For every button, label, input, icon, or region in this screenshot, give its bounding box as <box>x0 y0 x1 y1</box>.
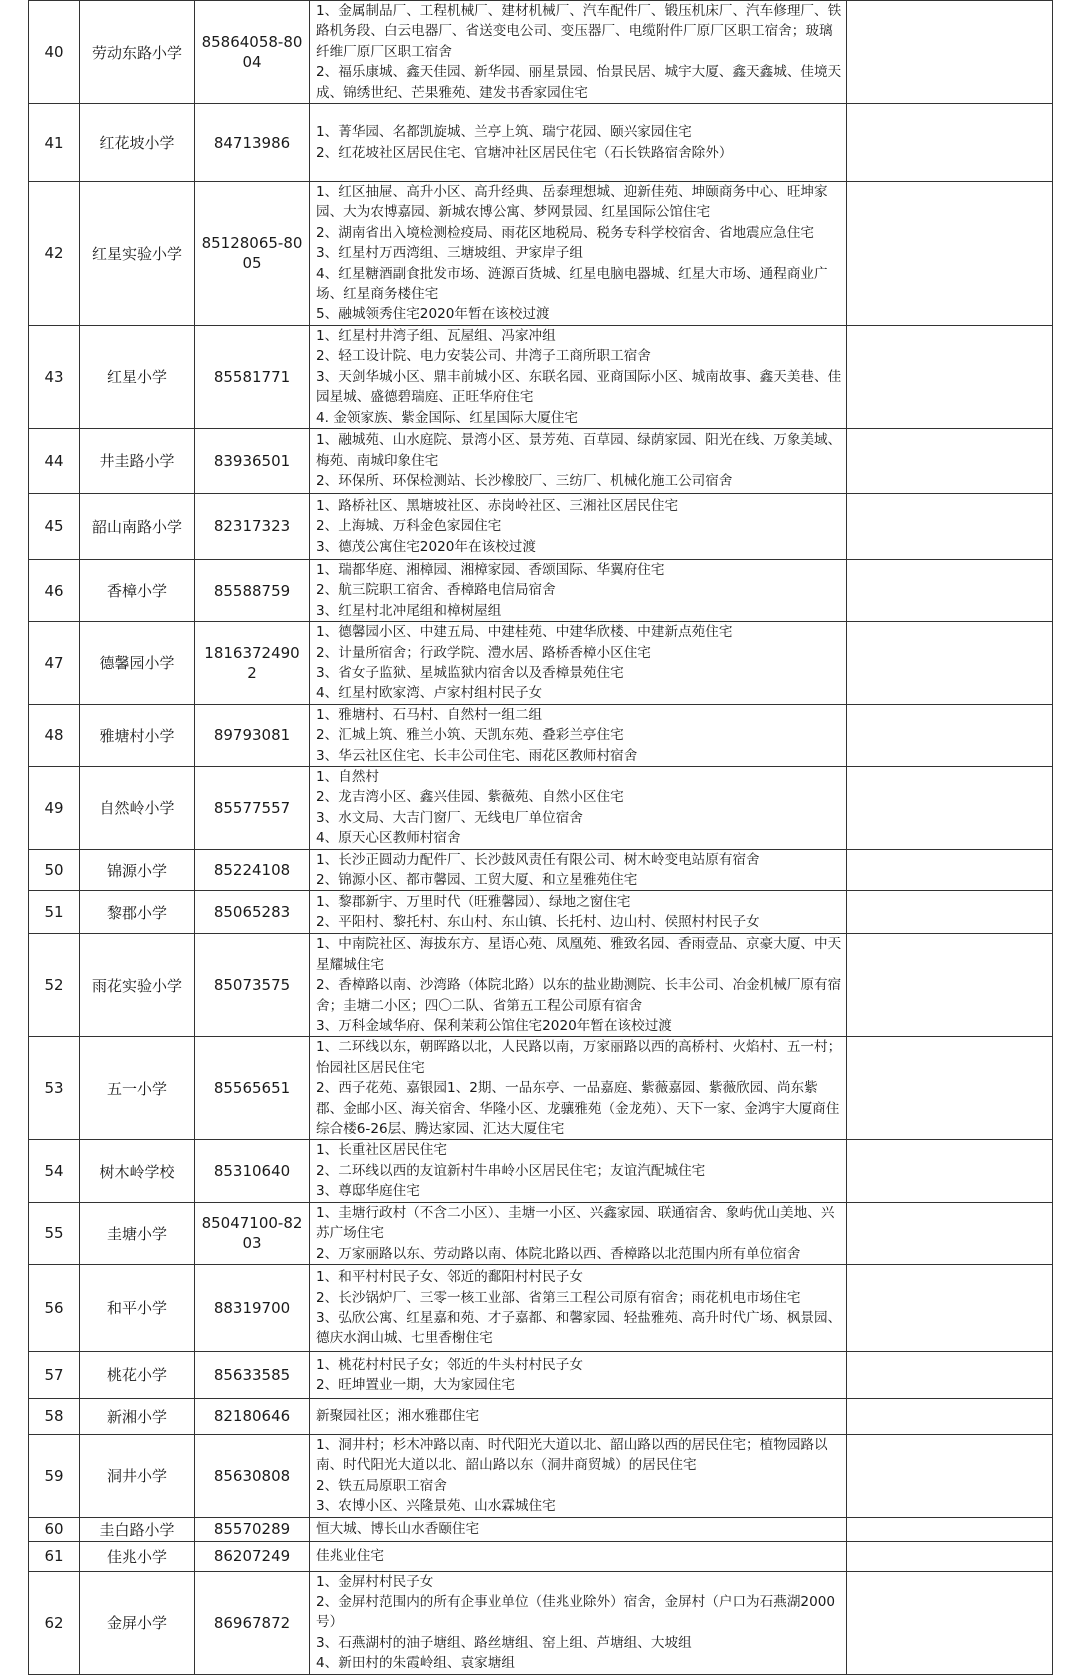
area-line: 2、汇城上筑、雅兰小筑、天凯东苑、叠彩兰亭住宅 <box>316 727 624 744</box>
row-number: 58 <box>29 1398 80 1434</box>
remark-cell <box>847 182 1053 326</box>
table-row <box>29 622 1053 705</box>
phone-number: 85065283 <box>195 891 310 934</box>
row-number: 61 <box>29 1541 80 1571</box>
row-number: 49 <box>29 766 80 849</box>
area-line: 3、石燕湖村的油子塘组、路丝塘组、窑上组、芦塘组、大坡组 <box>316 1634 692 1651</box>
school-name: 劳动东路小学 <box>80 1 195 104</box>
phone-number: 18163724902 <box>195 622 310 705</box>
area-line: 2、长沙锅炉厂、三零一核工业部、省第三工程公司原有宿舍；雨花机电市场住宅 <box>316 1289 801 1306</box>
area-line: 1、路桥社区、黑塘坡社区、赤岗岭社区、三湘社区居民住宅 <box>316 497 679 514</box>
enrollment-area <box>310 182 847 326</box>
row-number: 56 <box>29 1264 80 1351</box>
school-name: 自然岭小学 <box>80 766 195 849</box>
phone-number: 85047100-8203 <box>195 1202 310 1264</box>
remark-cell <box>847 891 1053 934</box>
phone-number: 82180646 <box>195 1398 310 1434</box>
row-number: 62 <box>29 1571 80 1674</box>
area-line: 1、金屏村村民子女 <box>316 1573 434 1590</box>
table-row <box>29 1 1053 104</box>
phone-number: 85630808 <box>195 1434 310 1517</box>
row-number: 54 <box>29 1140 80 1202</box>
area-line: 2、上海城、万科金色家园住宅 <box>316 518 502 535</box>
remark-cell <box>847 325 1053 428</box>
remark-cell <box>847 704 1053 766</box>
table-row <box>29 325 1053 428</box>
area-line: 1、瑞都华庭、湘樟园、湘樟家园、香颂国际、华翼府住宅 <box>316 561 665 578</box>
enrollment-area <box>310 104 847 182</box>
row-number: 55 <box>29 1202 80 1264</box>
school-name: 五一小学 <box>80 1037 195 1140</box>
table-row <box>29 428 1053 493</box>
remark-cell <box>847 1140 1053 1202</box>
area-line: 3、天剑华城小区、鼎丰前城小区、东联名园、亚商国际小区、城南故事、鑫天美巷、佳园星城、盛德碧瑞庭、正旺华府住宅 <box>316 368 842 406</box>
area-line: 2、龙吉湾小区、鑫兴佳园、紫薇苑、自然小区住宅 <box>316 789 624 806</box>
area-line: 2、金屏村范围内的所有企事业单位（佳兆业除外）宿舍，金屏村（户口为石燕湖2000号） <box>316 1593 836 1631</box>
school-name: 黎郡小学 <box>80 891 195 934</box>
area-line: 2、锦源小区、都市馨园、工贸大厦、和立星雅苑住宅 <box>316 872 638 888</box>
phone-number: 86207249 <box>195 1541 310 1571</box>
table-row <box>29 493 1053 559</box>
row-number: 52 <box>29 934 80 1037</box>
area-line: 2、旺坤置业一期，大为家园住宅 <box>316 1376 515 1393</box>
area-line: 1、洞井村；杉木冲路以南、时代阳光大道以北、韶山路以西的居民住宅；植物园路以南、时代阳光大道以北、韶山路以东（洞井商贸城）的居民住宅 <box>316 1436 828 1474</box>
table-row <box>29 1037 1053 1140</box>
area-line: 2、二环线以西的友谊新村牛串岭小区居民住宅；友谊汽配城住宅 <box>316 1162 706 1179</box>
school-name: 井圭路小学 <box>80 428 195 493</box>
remark-cell <box>847 1 1053 104</box>
enrollment-area <box>310 1140 847 1202</box>
area-line: 3、红星村万西湾组、三塘坡组、尹家岸子组 <box>316 245 583 262</box>
area-line: 3、尊邸华庭住宅 <box>316 1183 420 1200</box>
enrollment-area <box>310 493 847 559</box>
school-name: 圭塘小学 <box>80 1202 195 1264</box>
area-line: 1、金属制品厂、工程机械厂、建材机械厂、汽车配件厂、锻压机床厂、汽车修理厂、铁路机务段、白云电器厂、省送变电公司、变压器厂、电缆附件厂原厂区职工宿舍；玻璃纤维厂原厂区职工宿舍 <box>316 3 842 60</box>
area-line: 3、红星村北冲尾组和樟树屋组 <box>316 602 502 619</box>
school-name: 红星实验小学 <box>80 182 195 326</box>
area-line: 2、福乐康城、鑫天佳园、新华园、丽星景园、怡景民居、城宇大厦、鑫天鑫城、佳境天成、锦绣世纪、芒果雅苑、建发书香家园住宅 <box>316 64 842 101</box>
table-row <box>29 559 1053 621</box>
table-row <box>29 1517 1053 1541</box>
school-name: 新湘小学 <box>80 1398 195 1434</box>
area-line: 4、原天心区教师村宿舍 <box>316 830 461 847</box>
table-row <box>29 849 1053 891</box>
area-line: 4、红星糖酒副食批发市场、涟源百货城、红星电脑电器城、红星大市场、通程商业广场、红星商务楼住宅 <box>316 265 828 303</box>
phone-number: 86967872 <box>195 1571 310 1674</box>
row-number: 43 <box>29 325 80 428</box>
school-name: 圭白路小学 <box>80 1517 195 1541</box>
area-line: 1、黎郡新宇、万里时代（旺雅馨园）、绿地之窗住宅 <box>316 894 631 910</box>
school-name: 雨花实验小学 <box>80 934 195 1037</box>
school-name: 树木岭学校 <box>80 1140 195 1202</box>
phone-number: 85310640 <box>195 1140 310 1202</box>
remark-cell <box>847 934 1053 1037</box>
table-row <box>29 104 1053 182</box>
phone-number: 85581771 <box>195 325 310 428</box>
area-line: 3、水文局、大吉门窗厂、无线电厂单位宿舍 <box>316 809 583 826</box>
enrollment-area <box>310 559 847 621</box>
area-line: 1、圭塘行政村（不含二小区）、圭塘一小区、兴鑫家园、联通宿舍、象屿优山美地、兴苏广场住宅 <box>316 1204 835 1242</box>
table-row <box>29 1398 1053 1434</box>
row-number: 53 <box>29 1037 80 1140</box>
enrollment-area <box>310 766 847 849</box>
remark-cell <box>847 1202 1053 1264</box>
row-number: 50 <box>29 849 80 891</box>
area-line: 2、计量所宿舍；行政学院、澧水居、路桥香樟小区住宅 <box>316 644 651 661</box>
phone-number: 84713986 <box>195 104 310 182</box>
enrollment-area <box>310 1398 847 1434</box>
enrollment-area <box>310 934 847 1037</box>
row-number: 57 <box>29 1351 80 1398</box>
school-name: 雅塘村小学 <box>80 704 195 766</box>
table-row <box>29 1140 1053 1202</box>
row-number: 42 <box>29 182 80 326</box>
table-row <box>29 891 1053 934</box>
phone-number: 85570289 <box>195 1517 310 1541</box>
phone-number: 88319700 <box>195 1264 310 1351</box>
area-line: 2、万家丽路以东、劳动路以南、体院北路以西、香樟路以北范围内所有单位宿舍 <box>316 1245 801 1262</box>
area-line: 恒大城、博长山水香颐住宅 <box>316 1520 480 1537</box>
phone-number: 85588759 <box>195 559 310 621</box>
area-line: 3、弘欣公寓、红星嘉和苑、才子嘉都、和馨家园、轻盐雅苑、高升时代广场、枫景园、德庆水润山城、七里香榭住宅 <box>316 1309 842 1347</box>
area-line: 5、融城领秀住宅2020年暂在该校过渡 <box>316 306 550 323</box>
row-number: 51 <box>29 891 80 934</box>
phone-number: 89793081 <box>195 704 310 766</box>
school-name: 德馨园小学 <box>80 622 195 705</box>
phone-number: 82317323 <box>195 493 310 559</box>
table-row <box>29 704 1053 766</box>
enrollment-area <box>310 428 847 493</box>
area-line: 1、二环线以东，朝晖路以北，人民路以南，万家丽路以西的高桥村、火焰村、五一村；怡园社区居民住宅 <box>316 1039 842 1076</box>
enrollment-area <box>310 1434 847 1517</box>
row-number: 40 <box>29 1 80 104</box>
area-line: 1、中南院社区、海拔东方、星语心苑、凤凰苑、雅致名园、香雨壹品、京豪大厦、中天星耀城住宅 <box>316 936 842 973</box>
enrollment-area <box>310 1571 847 1674</box>
area-line: 4. 金领家族、紫金国际、红星国际大厦住宅 <box>316 409 578 426</box>
area-line: 1、自然村 <box>316 768 380 785</box>
area-line: 4、新田村的朱霞岭组、袁家塘组 <box>316 1655 515 1672</box>
school-name: 红星小学 <box>80 325 195 428</box>
enrollment-area <box>310 325 847 428</box>
table-row <box>29 1541 1053 1571</box>
remark-cell <box>847 1351 1053 1398</box>
phone-number: 85224108 <box>195 849 310 891</box>
area-line: 2、红花坡社区居民住宅、官塘冲社区居民住宅（石长铁路宿舍除外） <box>316 144 733 161</box>
row-number: 60 <box>29 1517 80 1541</box>
enrollment-area <box>310 1541 847 1571</box>
area-line: 1、长沙正圆动力配件厂、长沙鼓风责任有限公司、树木岭变电站原有宿舍 <box>316 851 760 868</box>
remark-cell <box>847 766 1053 849</box>
area-line: 3、万科金域华府、保利茉莉公馆住宅2020年暂在该校过渡 <box>316 1018 672 1035</box>
enrollment-area <box>310 1037 847 1140</box>
area-line: 1、红区抽屉、高升小区、高升经典、岳泰理想城、迎新佳苑、坤颐商务中心、旺坤家园、大为农博嘉园、新城农博公寓、梦网景园、红星国际公馆住宅 <box>316 184 828 221</box>
school-district-table <box>28 0 1053 1675</box>
table-row <box>29 1571 1053 1674</box>
area-line: 1、雅塘村、石马村、自然村一组二组 <box>316 706 543 723</box>
phone-number: 83936501 <box>195 428 310 493</box>
row-number: 41 <box>29 104 80 182</box>
enrollment-area <box>310 849 847 891</box>
remark-cell <box>847 104 1053 182</box>
row-number: 44 <box>29 428 80 493</box>
row-number: 48 <box>29 704 80 766</box>
enrollment-area <box>310 1264 847 1351</box>
area-line: 2、西子花苑、嘉银园1、2期、一品东亭、一品嘉庭、紫薇嘉园、紫薇欣园、尚东紫郡、金邮小区、海关宿舍、华隆小区、龙骧雅苑（金龙苑）、天下一家、金鸿宇大厦商住综合楼6-26层、腾达家园、汇达大厦住宅 <box>316 1080 840 1138</box>
phone-number: 85565651 <box>195 1037 310 1140</box>
school-name: 金屏小学 <box>80 1571 195 1674</box>
school-name: 桃花小学 <box>80 1351 195 1398</box>
enrollment-area <box>310 704 847 766</box>
area-line: 佳兆业住宅 <box>316 1547 384 1564</box>
school-name: 佳兆小学 <box>80 1541 195 1571</box>
school-name: 红花坡小学 <box>80 104 195 182</box>
table-row <box>29 934 1053 1037</box>
school-name: 香樟小学 <box>80 559 195 621</box>
area-line: 1、长重社区居民住宅 <box>316 1142 447 1159</box>
table-body <box>29 1 1053 1675</box>
enrollment-area <box>310 1202 847 1264</box>
remark-cell <box>847 493 1053 559</box>
area-line: 4、红星村欧家湾、卢家村组村民子女 <box>316 685 543 702</box>
row-number: 47 <box>29 622 80 705</box>
row-number: 45 <box>29 493 80 559</box>
area-line: 1、桃花村村民子女；邻近的牛头村村民子女 <box>316 1356 583 1373</box>
row-number: 46 <box>29 559 80 621</box>
remark-cell <box>847 1571 1053 1674</box>
school-name: 洞井小学 <box>80 1434 195 1517</box>
table-row <box>29 1351 1053 1398</box>
area-line: 3、农博小区、兴隆景苑、山水霖城住宅 <box>316 1498 556 1515</box>
area-line: 2、香樟路以南、沙湾路（体院北路）以东的盐业勘测院、长丰公司、冶金机械厂原有宿舍；圭塘二小区；四〇二队、省第五工程公司原有宿舍 <box>316 977 842 1014</box>
remark-cell <box>847 1517 1053 1541</box>
area-line: 1、融城苑、山水庭院、景湾小区、景芳苑、百草园、绿荫家园、阳光在线、万象美域、梅苑、南城印象住宅 <box>316 432 842 469</box>
phone-number: 85073575 <box>195 934 310 1037</box>
area-line: 1、红星村井湾子组、瓦屋组、冯家冲组 <box>316 327 556 344</box>
school-name: 和平小学 <box>80 1264 195 1351</box>
area-line: 3、德茂公寓住宅2020年在该校过渡 <box>316 538 536 555</box>
remark-cell <box>847 559 1053 621</box>
remark-cell <box>847 1541 1053 1571</box>
remark-cell <box>847 622 1053 705</box>
table-row <box>29 1434 1053 1517</box>
remark-cell <box>847 1037 1053 1140</box>
table-row <box>29 1264 1053 1351</box>
area-line: 2、轻工设计院、电力安装公司、井湾子工商所职工宿舍 <box>316 348 651 365</box>
area-line: 1、德馨园小区、中建五局、中建桂苑、中建华欣楼、中建新点苑住宅 <box>316 624 733 641</box>
enrollment-area <box>310 622 847 705</box>
enrollment-area <box>310 1 847 104</box>
remark-cell <box>847 849 1053 891</box>
area-line: 2、环保所、环保检测站、长沙橡胶厂、三纺厂、机械化施工公司宿舍 <box>316 473 733 490</box>
area-line: 3、华云社区住宅、长丰公司住宅、雨花区教师村宿舍 <box>316 747 638 764</box>
area-line: 2、航三院职工宿舍、香樟路电信局宿舍 <box>316 582 556 599</box>
table-row <box>29 766 1053 849</box>
phone-number: 85864058-8004 <box>195 1 310 104</box>
area-line: 3、省女子监狱、星城监狱内宿舍以及香樟景苑住宅 <box>316 664 624 681</box>
area-line: 1、和平村村民子女、邻近的鄱阳村村民子女 <box>316 1269 583 1286</box>
phone-number: 85128065-8005 <box>195 182 310 326</box>
remark-cell <box>847 1434 1053 1517</box>
remark-cell <box>847 1264 1053 1351</box>
row-number: 59 <box>29 1434 80 1517</box>
school-name: 锦源小学 <box>80 849 195 891</box>
area-line: 1、菁华园、名都凯旋城、兰亭上筑、瑞宁花园、颐兴家园住宅 <box>316 124 692 141</box>
area-line: 2、平阳村、黎托村、东山村、东山镇、长托村、边山村、侯照村村民子女 <box>316 914 760 931</box>
school-name: 韶山南路小学 <box>80 493 195 559</box>
enrollment-area <box>310 891 847 934</box>
area-line: 2、湖南省出入境检测检疫局、雨花区地税局、税务专科学校宿舍、省地震应急住宅 <box>316 224 815 241</box>
table-row <box>29 182 1053 326</box>
area-line: 2、铁五局原职工宿舍 <box>316 1477 447 1494</box>
area-line: 新聚园社区；湘水雅郡住宅 <box>316 1408 480 1425</box>
remark-cell <box>847 428 1053 493</box>
table-row <box>29 1202 1053 1264</box>
enrollment-area <box>310 1351 847 1398</box>
remark-cell <box>847 1398 1053 1434</box>
enrollment-area <box>310 1517 847 1541</box>
phone-number: 85633585 <box>195 1351 310 1398</box>
phone-number: 85577557 <box>195 766 310 849</box>
